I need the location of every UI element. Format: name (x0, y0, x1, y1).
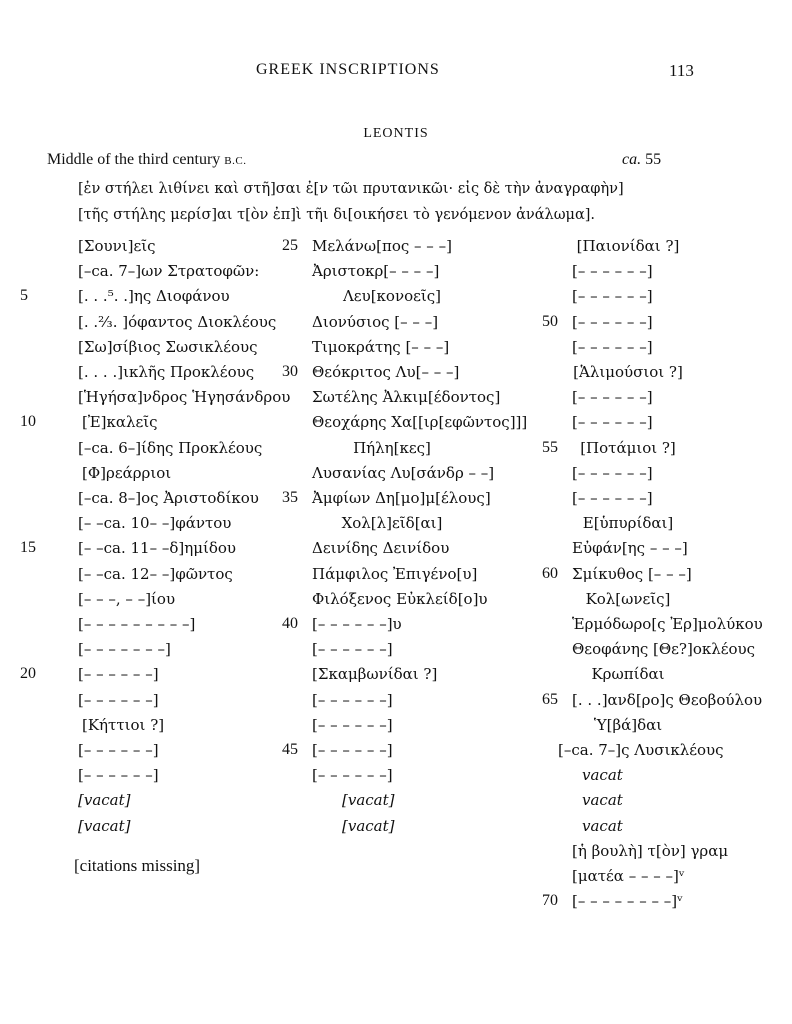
line-number: 40 (282, 615, 298, 632)
inscription-line: Λευ[κονοεῖς] (342, 287, 442, 306)
inscription-line: [– – – – – –] (572, 337, 653, 356)
stoichedon-count (622, 151, 661, 169)
inscription-line: Διονύσιος [– – –] (312, 312, 439, 331)
line-number: 50 (542, 312, 558, 330)
inscription-line: [Σκαμβωνίδαι ?] (312, 665, 438, 684)
inscription-line: Μελάνω[πος – – –] (312, 237, 452, 255)
inscription-line: [. . .]ανδ[ρο]ς Θεοβούλου (572, 690, 763, 709)
date-line (47, 151, 246, 169)
inscription-line: Ε[ὑπυρίδαι] (582, 514, 674, 533)
line-number: 30 (282, 363, 298, 380)
inscription-line: [– – – – – – – – –] (78, 615, 196, 633)
inscription-line: [– – – – – –] (572, 413, 653, 432)
inscription-line: [vacat] (78, 791, 131, 810)
line-number: 70 (542, 892, 558, 910)
inscription-line: [Ἡγήσα]νδρος Ἡγησάνδρου (78, 388, 291, 407)
inscription-line: [Σω]σίβιος Σωσικλέους (78, 337, 258, 356)
section-title: LEONTIS (363, 126, 429, 141)
line-number: 55 (542, 438, 558, 456)
inscription-line: vacat (582, 816, 623, 835)
line-number: 5 (20, 287, 28, 305)
inscription-line: [– – – – – –] (312, 715, 393, 734)
inscription-line: [vacat] (78, 816, 131, 835)
inscription-line: [– – – – – –] (78, 665, 159, 684)
inscription-line: [– – – – – –] (78, 766, 159, 785)
inscription-line: [. . .⁵. .]ης Διοφάνου (78, 287, 230, 306)
inscription-line: [– – – – – –] (572, 262, 653, 281)
heading-line: [τῆς στήλης μερίσ]αι τ[ὸν ἐπ]ὶ τῆι δι[οικήσει τὸ γενόμενον ἀνάλωμα]. (78, 207, 596, 223)
inscription-line: [Φ]ρεάρριοι (82, 463, 172, 482)
inscription-line: Σωτέλης Ἀλκιμ[έδοντος] (312, 388, 501, 407)
inscription-line: [– – – – – – –] (78, 640, 171, 659)
inscription-line: Φιλόξενος Εὐκλείδ[ο]υ (312, 589, 488, 608)
line-number: 15 (20, 539, 36, 557)
inscription-line: [vacat] (342, 816, 395, 835)
inscription-line: [– – – – – –] (312, 741, 393, 759)
inscription-line: [– – – – – –] (78, 741, 159, 759)
inscription-line: Θεοχάρης Χα[[ιρ[εφῶντος]]] (312, 413, 528, 432)
line-number: 60 (542, 564, 558, 582)
line-number: 65 (542, 690, 558, 708)
citations-note: [citations missing] (74, 856, 201, 875)
inscription-line: [–ca. 8–]ος Ἀριστοδίκου (78, 489, 259, 507)
stoichedon-number: 55 (645, 151, 662, 168)
inscription-line: [Ἁλιμούσιοι ?] (573, 363, 683, 381)
inscription-line: [– –ca. 10– –]φάντου (78, 514, 232, 533)
inscription-line: [– – – – – –] (312, 766, 393, 785)
inscription-line: [. . . .]ικλῆς Προκλέους (78, 363, 255, 381)
line-number: 35 (282, 489, 298, 506)
inscription-line: [– – – – – –] (312, 690, 393, 709)
inscription-line: [–ca. 6–]ίδης Προκλέους (78, 438, 263, 457)
inscription-line: Κολ[ωνεῖς] (585, 589, 671, 608)
running-head (0, 61, 792, 81)
inscription-line: Τιμοκράτης [– – –] (312, 337, 450, 356)
inscription-line: vacat (582, 766, 623, 785)
inscription-line: [– – – – – –] (572, 287, 653, 306)
inscription-line: Σμίκυθος [– – –] (572, 564, 692, 583)
inscription-line: Θεοφάνης [Θε?]οκλέους (572, 640, 756, 659)
inscription-line: [–ca. 7–]ς Λυσικλέους (558, 741, 724, 759)
inscription-line: [– – –, – –]ίου (78, 589, 176, 608)
inscription-line: Κρωπίδαι (591, 665, 665, 684)
date-era: B.C. (224, 155, 247, 167)
inscription-line: [– – – – – –] (572, 463, 653, 482)
inscription-line: vacat (582, 791, 623, 810)
inscription-line: Χολ[λ]εῖδ[αι] (341, 514, 443, 533)
inscription-line: [Ἐ]καλεῖς (82, 413, 158, 432)
inscription-line: Πήλη[κες] (353, 438, 431, 457)
inscription-line: Ὑ[βά]δαι (593, 715, 663, 734)
inscription-line: [– – – – – –] (78, 690, 159, 709)
inscription-line: Εὐφάν[ης – – –] (572, 539, 688, 558)
inscription-line: [– – – – – –] (572, 489, 653, 507)
inscription-line: Δεινίδης Δεινίδου (312, 539, 450, 558)
inscription-line: [– – – – – – – –]ᵛ (572, 892, 683, 911)
inscription-line: [ματέα – – – –]ᵛ (572, 867, 685, 885)
inscription-line: Ἀριστοκρ[– – – –] (312, 262, 440, 281)
inscription-line: [. .²⁄₃. ]όφαντος Διοκλέους (78, 312, 277, 331)
inscription-line: [– – – – – –] (572, 388, 653, 407)
inscription-line: [vacat] (342, 791, 395, 810)
inscription-line: [Παιονίδαι ?] (576, 237, 680, 255)
inscription-line: [Ποτάμιοι ?] (580, 438, 676, 457)
line-number: 45 (282, 741, 298, 758)
inscription-line: Ἀμφίων Δη[μο]μ[έλους] (312, 489, 491, 507)
page-number: 113 (669, 61, 694, 80)
stoichedon-abbr: ca. (622, 151, 642, 168)
line-number: 10 (20, 413, 36, 431)
inscription-line: [– –ca. 12– –]φῶντος (78, 564, 233, 583)
inscription-line: Λυσανίας Λυ[σάνδρ – –] (312, 463, 495, 482)
inscription-line: [– –ca. 11– –δ]ημίδου (78, 539, 237, 558)
inscription-line: Πάμφιλος Ἐπιγένο[υ] (312, 564, 478, 583)
inscription-line: [–ca. 7–]ων Στρατοφῶν: (78, 262, 260, 281)
line-number: 25 (282, 237, 298, 254)
running-head-title: GREEK INSCRIPTIONS (256, 61, 440, 78)
inscription-line: [Σουνι]εῖς (78, 237, 156, 255)
inscription-line: [– – – – – –] (572, 312, 653, 331)
inscription-line: Θεόκριτος Λυ[– – –] (312, 363, 460, 381)
inscription-line: [– – – – – –] (312, 640, 393, 659)
inscription-line: Ἑρμόδωρο[ς Ἐρ]μολύκου (572, 615, 763, 633)
inscription-line: [– – – – – –]υ (312, 615, 402, 633)
heading-line: [ἐν στήλει λιθίνει καὶ στῆ]σαι ἐ[ν τῶι πρυτανικῶι· εἰς δὲ τὴν ἀναγραφὴν] (78, 181, 624, 197)
inscription-line: [ἡ βουλὴ] τ[ὸν] γραμ (572, 841, 729, 860)
line-number: 20 (20, 665, 36, 683)
inscription-line: [Κήττιοι ?] (82, 715, 165, 734)
date-prefix: Middle of the third century (47, 151, 225, 168)
